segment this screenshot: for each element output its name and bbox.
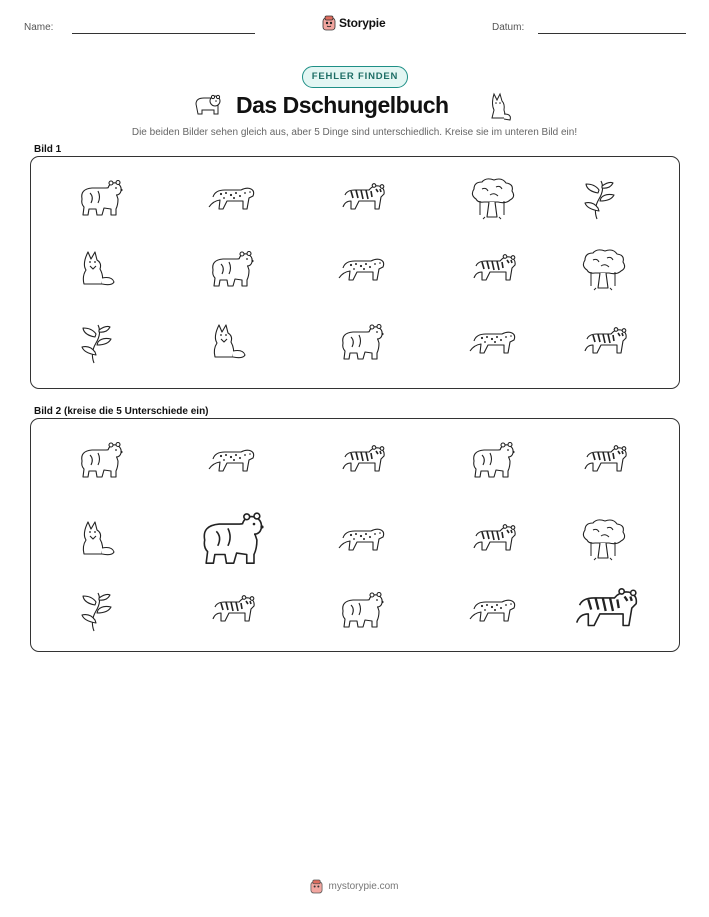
- picture-1-plant-icon: [579, 179, 629, 221]
- picture-1-tiger-icon: [579, 323, 629, 365]
- picture-1-plant-icon: [76, 323, 126, 365]
- picture-1-panel: [30, 156, 680, 389]
- picture-2-bear-icon[interactable]: [337, 591, 387, 633]
- picture-1-leopard-icon: [207, 179, 257, 221]
- storypie-mascot-icon: [322, 15, 336, 31]
- picture-1-tiger-icon: [337, 179, 387, 221]
- picture-1-wolf-icon: [76, 250, 126, 292]
- picture-1-wolf-icon: [207, 323, 257, 365]
- instructions: Die beiden Bilder sehen gleich aus, aber 5 Dinge sind unterschiedlich. Kreise sie im unteren Bild ein!: [131, 127, 578, 138]
- picture-2-leopard-icon[interactable]: [337, 520, 387, 562]
- picture-2-label: Bild 2 (kreise die 5 Unterschiede ein): [34, 406, 209, 417]
- picture-2-leopard-icon[interactable]: [207, 441, 257, 483]
- brand-name: Storypie: [339, 16, 386, 30]
- title-row: [0, 90, 709, 124]
- picture-2-panel[interactable]: [30, 418, 680, 652]
- picture-1-bear-icon: [76, 179, 126, 221]
- bear-icon: [190, 90, 224, 122]
- picture-1-leopard-icon: [468, 323, 518, 365]
- picture-2-plant-icon[interactable]: [76, 591, 126, 633]
- activity-badge: FEHLER FINDEN: [302, 66, 408, 88]
- picture-2-tiger-icon[interactable]: [579, 441, 629, 483]
- picture-2-wolf-icon[interactable]: [76, 520, 126, 562]
- date-field-line[interactable]: [538, 33, 686, 34]
- picture-1-tree-icon: [579, 250, 629, 292]
- picture-1-leopard-icon: [337, 250, 387, 292]
- picture-2-bear-icon[interactable]: [196, 511, 269, 572]
- picture-1-tiger-icon: [468, 250, 518, 292]
- footer: [0, 879, 709, 894]
- picture-2-tree-icon[interactable]: [579, 520, 629, 562]
- picture-2-bear-icon[interactable]: [468, 441, 518, 483]
- picture-1-bear-icon: [337, 323, 387, 365]
- picture-2-bear-icon[interactable]: [76, 441, 126, 483]
- picture-2-tiger-icon[interactable]: [568, 582, 641, 643]
- worksheet-title: Das Dschungelbuch: [236, 92, 449, 118]
- picture-2-tiger-icon[interactable]: [207, 591, 257, 633]
- picture-1-tree-icon: [468, 179, 518, 221]
- wolf-icon: [486, 90, 516, 122]
- storypie-mascot-icon: [310, 879, 323, 894]
- brand-logo: [322, 14, 385, 32]
- picture-2-tiger-icon[interactable]: [468, 520, 518, 562]
- picture-1-bear-icon: [207, 250, 257, 292]
- name-field-line[interactable]: [72, 33, 255, 34]
- footer-url: mystorypie.com: [328, 881, 399, 892]
- picture-2-tiger-icon[interactable]: [337, 441, 387, 483]
- picture-2-leopard-icon[interactable]: [468, 591, 518, 633]
- date-label: Datum:: [492, 22, 525, 33]
- picture-1-label: Bild 1: [34, 144, 62, 155]
- name-label: Name:: [24, 22, 54, 33]
- worksheet-header: [0, 14, 709, 40]
